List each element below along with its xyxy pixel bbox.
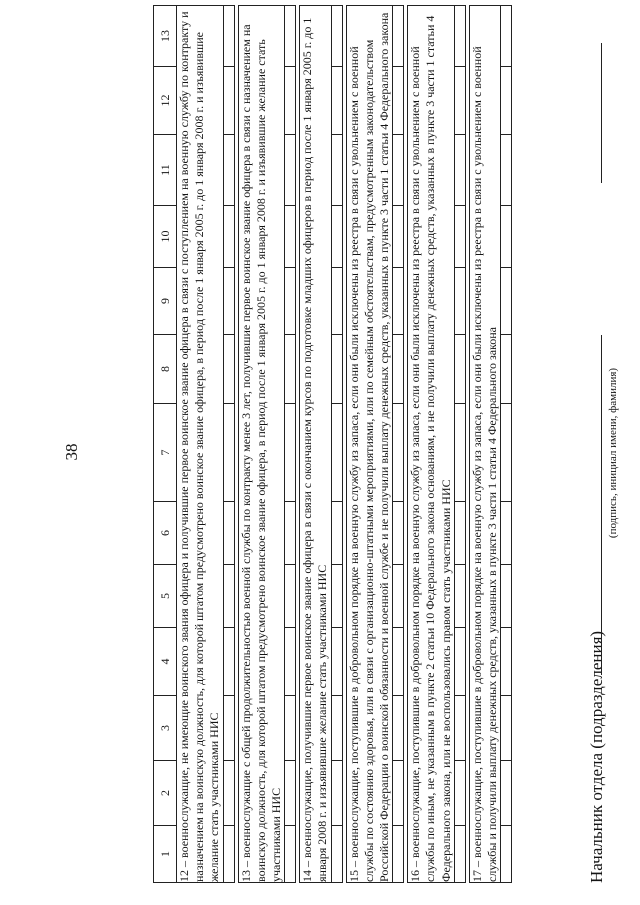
column-header: 3 <box>154 696 177 761</box>
category-description: 15 – военнослужащие, поступившие в добровольном порядке на военную службу из запаса, если они были исключены из реестра в связи с увольнением с военной службы по состоянию здоровья, или в связи с организационно-штатными мероприятиями, или по семейным обстоятельствам, предусмотренным законодательством Российской Федерации о воинской обязанности и военной службе и не получили выплату денежных средств, указанных в пункте 3 части 1 статьи 4 Федерального закона <box>346 6 393 883</box>
category-row-15 <box>346 6 393 883</box>
signature-block <box>565 43 619 883</box>
category-description: 16 – военнослужащие, поступившие в добровольном порядке на военную службу из запаса, если они были исключены из реестра в связи с увольнением с военной службы по иным, не указанным в пункте 2 статьи 10 Федерального закона основаниям, и не получили выплату денежных средств, указанных в пункте 3 части 1 статьи 4 Федерального закона, или не воспользовались правом стать участниками НИС <box>408 6 455 883</box>
column-header: 9 <box>154 268 177 335</box>
category-row-16 <box>408 6 455 883</box>
category-row-14 <box>300 6 331 883</box>
table-row <box>501 6 512 883</box>
table-row <box>223 6 234 883</box>
category-row-17 <box>469 6 500 883</box>
rotated-page-content <box>5 13 625 893</box>
column-header: 4 <box>154 628 177 696</box>
column-header: 1 <box>154 826 177 883</box>
category-description: 17 – военнослужащие, поступившие в добровольном порядке на военную службу из запаса, если они были исключены из реестра в связи с увольнением с военной службы и получили выплату денежных средств, указанных в пункте 3 части 1 статьи 4 Федерального закона <box>469 6 500 883</box>
column-header: 10 <box>154 206 177 268</box>
table-row <box>393 6 404 883</box>
table-row <box>285 6 296 883</box>
categories-table <box>153 5 512 883</box>
column-header: 7 <box>154 404 177 502</box>
category-description: 14 – военнослужащие, получившие первое воинское звание офицера в связи с окончанием курсов по подготовке младших офицеров в период после 1 января 2005 г. до 1 января 2008 г. и изъявившие желание стать участниками НИС <box>300 6 331 883</box>
signature-date-line <box>601 43 602 183</box>
column-header: 5 <box>154 565 177 628</box>
table-header-row <box>154 6 177 883</box>
category-description: 13 – военнослужащие с общей продолжительностью военной службы по контракту менее 3 лет, получившие первое воинское звание офицера в связи с назначением на воинскую должность, для которой штатом предусмотрено воинское звание офицера, в период после 1 января 2005 г. до 1 января 2008 г. и изъявившие желание стать участниками НИС <box>238 6 285 883</box>
page-number: 38 <box>62 443 81 461</box>
category-row-12 <box>177 6 224 883</box>
signature-title: Начальник отдела (подразделения) <box>587 630 606 883</box>
signature-line <box>601 335 602 675</box>
column-header: 8 <box>154 335 177 404</box>
signature-caption: (подпись, инициал имени, фамилия) <box>607 367 619 539</box>
category-description: 12 – военнослужащие, не имеющие воинского звания офицера и получившие первое воинское звание офицера в связи с поступлением на военную службу по контракту и назначением на воинскую должность, для которой штатом предусмотрено воинское звание офицера, в период после 1 января 2005 г. до 1 января 2008 г. и изъявившие желание стать участниками НИС <box>177 6 224 883</box>
category-row-13 <box>238 6 285 883</box>
table-row <box>454 6 465 883</box>
column-header: 2 <box>154 761 177 826</box>
column-header: 13 <box>154 6 177 67</box>
table-row <box>331 6 342 883</box>
column-header: 11 <box>154 135 177 206</box>
column-header: 6 <box>154 502 177 565</box>
column-header: 12 <box>154 67 177 135</box>
